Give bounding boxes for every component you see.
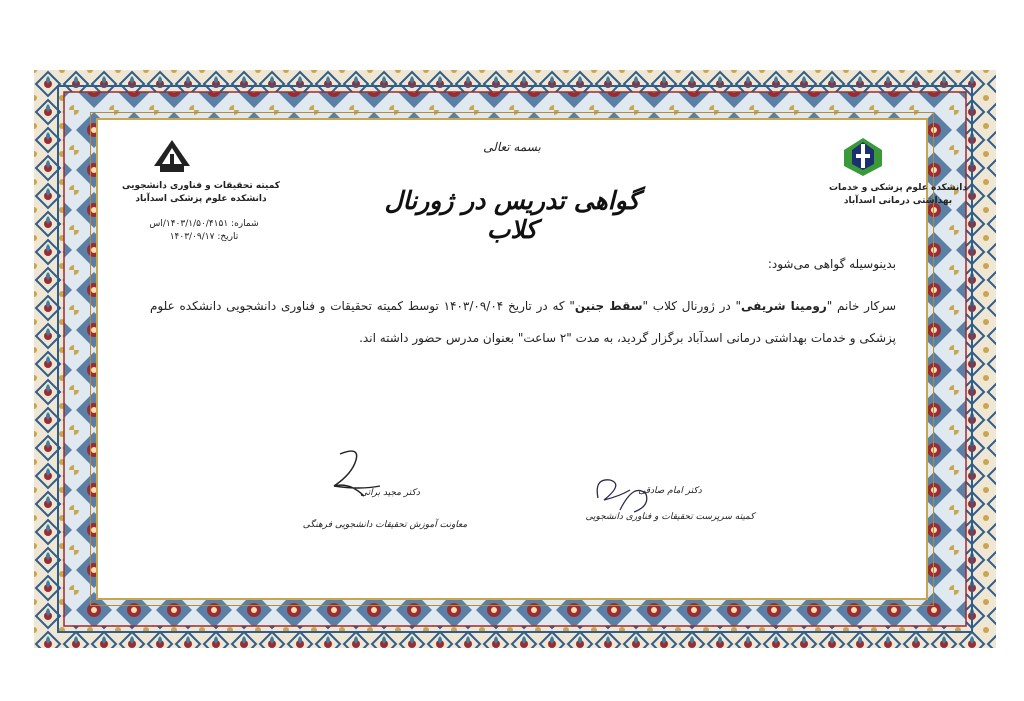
journal-club-topic: سقط جنین: [574, 299, 643, 313]
certificate-intro: بدینوسیله گواهی می‌شود:: [767, 257, 896, 271]
date-value: ۱۴۰۳/۰۹/۱۷: [169, 232, 215, 242]
body-part-b: " در ژورنال کلاب ": [642, 299, 741, 313]
certificate-body-text: [150, 290, 896, 354]
left-signatory-name: دکتر مجید براتی: [360, 488, 420, 498]
document-date: [130, 231, 278, 244]
recipient-name: رومینا شریفی: [740, 299, 827, 313]
left-signatory-title: معاونت آموزش تحقیقات دانشجویی فرهنگی: [302, 520, 468, 530]
number-value: ۱۴۰۳/۱/۵۰/۴۱۵۱/اس: [149, 219, 229, 229]
right-org-line2: بهداشتی درمانی اسدآباد: [843, 196, 953, 206]
document-number: [130, 218, 278, 231]
left-org-line2: دانشکده علوم پزشکی اسدآباد: [135, 194, 267, 204]
right-organization: [820, 182, 976, 208]
body-part-c: " که در تاریخ ۱۴۰۳/۰۹/۰۴ توسط کمیته تحقیقات و فناوری دانشجویی دانشکده علوم پزشکی و خدمات بهداشتی درمانی اسدآباد برگزار گردید، به مدت "۲ ساعت" بعنوان مدرس حضور داشته اند.: [150, 299, 896, 345]
document-meta: [130, 218, 278, 244]
number-label: شماره:: [231, 219, 259, 229]
right-signatory-title: کمیته سرپرست تحقیقات و فناوری دانشجویی: [585, 512, 755, 522]
date-label: تاریخ:: [217, 232, 239, 242]
left-org-line1: کمیته تحقیقات و فناوری دانشجویی: [122, 181, 280, 191]
research-committee-logo-icon: [150, 136, 194, 176]
left-organization: [120, 180, 282, 206]
bismillah-heading: بسمه تعالی: [483, 140, 541, 154]
body-part-a: سرکار خانم ": [826, 299, 896, 313]
university-logo-icon: [842, 136, 884, 178]
right-org-line1: دانشکده علوم پزشکی و خدمات: [828, 183, 968, 193]
certificate-title: گواهی تدریس در ژورنال کلاب: [384, 186, 640, 244]
right-signatory-name: دکتر امام صادقی: [638, 486, 702, 496]
